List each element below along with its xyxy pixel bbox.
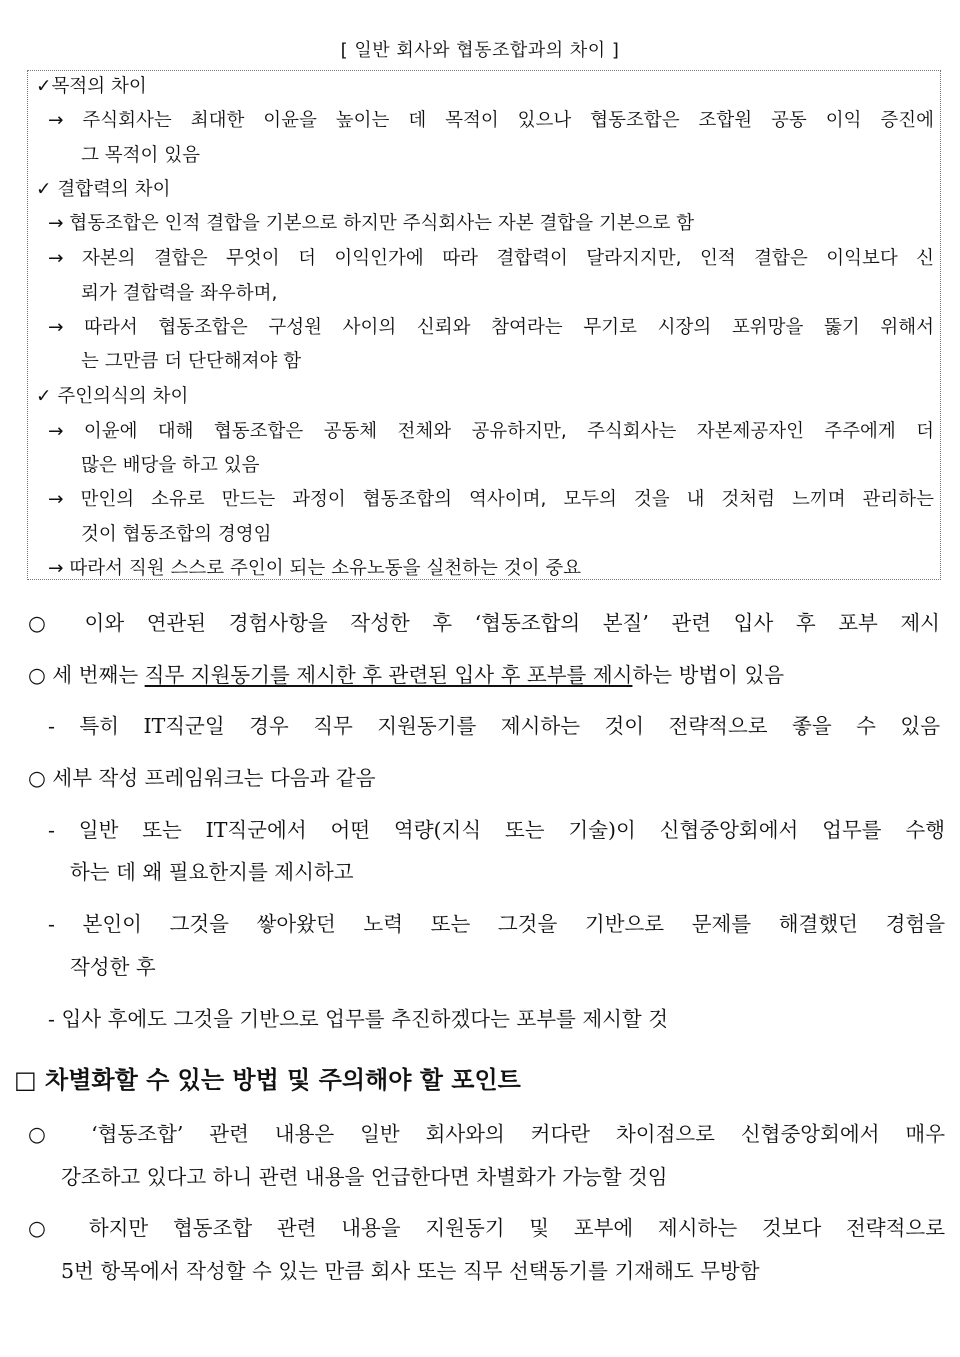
- bullet-item: - 입사 후에도 그것을 기반으로 업무를 추진하겠다는 포부를 제시할 것: [48, 1007, 669, 1031]
- bullet-item: - 특히 IT직군일 경우 직무 지원동기를 제시하는 것이 전략적으로 좋을 수 있음: [48, 714, 940, 738]
- box-line: → 주식회사는 최대한 이윤을 높이는 데 목적이 있으나 협동조합은 조합원 공동 이익 증진에: [48, 110, 934, 131]
- box-line: → 따라서 직원 스스로 주인이 되는 소유노동을 실천하는 것이 중요: [48, 558, 582, 579]
- paragraph: ○ 세부 작성 프레임워크는 다음과 같음: [28, 766, 376, 790]
- box-line: 많은 배당을 하고 있음: [81, 455, 260, 476]
- box-line: 것이 협동조합의 경영임: [81, 524, 272, 545]
- box-line: 뢰가 결합력을 좌우하며,: [81, 283, 278, 304]
- box-line: 그 목적이 있음: [81, 145, 200, 166]
- paragraph: ○ 이와 연관된 경험사항을 작성한 후 ‘협동조합의 본질’ 관련 입사 후 포부 제시: [28, 611, 940, 635]
- box-line: ✓ 결합력의 차이: [36, 179, 171, 200]
- box-line: → 자본의 결합은 무엇이 더 이익인가에 따라 결합력이 달라지지만, 인적 결합은 이익보다 신: [48, 248, 934, 269]
- comparison-box: [27, 70, 941, 580]
- box-line: → 만인의 소유로 만드는 과정이 협동조합의 역사이며, 모두의 것을 내 것처럼 느끼며 관리하는: [48, 489, 934, 510]
- paragraph-tail: 하는 방법이 있음: [632, 663, 785, 687]
- box-line: ✓목적의 차이: [36, 76, 147, 97]
- bullet-item-continued: 하는 데 왜 필요한지를 제시하고: [70, 860, 354, 884]
- bullet-item: - 일반 또는 IT직군에서 어떤 역량(지식 또는 기술)이 신협중앙회에서 업무를 수행: [48, 818, 945, 842]
- comparison-box-title: [ 일반 회사와 협동조합과의 차이 ]: [340, 40, 620, 61]
- paragraph: [28, 661, 784, 689]
- box-line: → 따라서 협동조합은 구성원 사이의 신뢰와 참여라는 무기로 시장의 포위망을 뚫기 위해서: [48, 317, 934, 338]
- box-line: 는 그만큼 더 단단해져야 함: [81, 351, 302, 372]
- section-heading: □ 차별화할 수 있는 방법 및 주의해야 할 포인트: [14, 1066, 521, 1094]
- paragraph-continued: 강조하고 있다고 하니 관련 내용을 언급한다면 차별화가 가능할 것임: [61, 1165, 668, 1189]
- paragraph: ○ ‘협동조합’ 관련 내용은 일반 회사와의 커다란 차이점으로 신협중앙회에서 매우: [28, 1122, 945, 1146]
- bullet-item: - 본인이 그것을 쌓아왔던 노력 또는 그것을 기반으로 문제를 해결했던 경험을: [48, 912, 945, 936]
- box-line: → 협동조합은 인적 결합을 기본으로 하지만 주식회사는 자본 결합을 기본으로 함: [48, 213, 695, 234]
- box-line: ✓ 주인의식의 차이: [36, 386, 189, 407]
- bullet-item-continued: 작성한 후: [70, 955, 156, 979]
- paragraph-continued: 5번 항목에서 작성할 수 있는 만큼 회사 또는 직무 선택동기를 기재해도 무방함: [61, 1259, 760, 1283]
- paragraph-lead: ○ 세 번째는: [28, 663, 145, 687]
- paragraph: ○ 하지만 협동조합 관련 내용을 지원동기 및 포부에 제시하는 것보다 전략적으로: [28, 1216, 945, 1240]
- underlined-emphasis: 직무 지원동기를 제시한 후 관련된 입사 후 포부를 제시: [144, 663, 633, 687]
- box-line: → 이윤에 대해 협동조합은 공동체 전체와 공유하지만, 주식회사는 자본제공자인 주주에게 더: [48, 421, 934, 442]
